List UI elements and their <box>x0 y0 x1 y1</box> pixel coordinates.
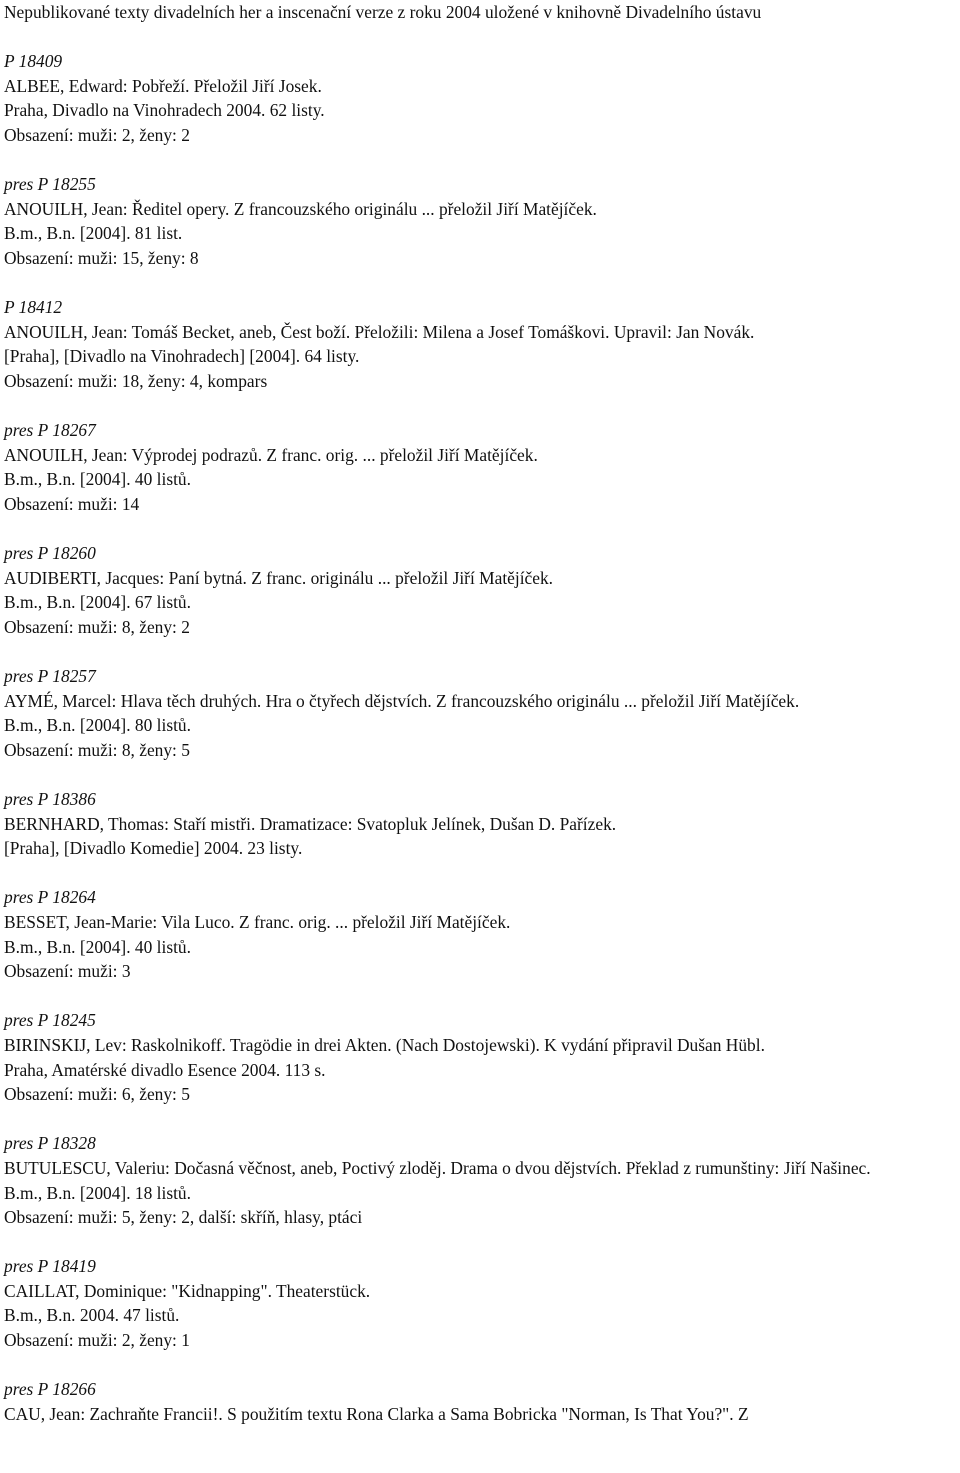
entry-cast: Obsazení: muži: 14 <box>4 493 140 514</box>
shelf-signature: pres P 18260 <box>4 543 96 564</box>
catalog-entry <box>4 418 956 516</box>
entry-cast: Obsazení: muži: 15, ženy: 8 <box>4 247 199 268</box>
entry-title: CAU, Jean: Zachraňte Francii!. S použitím textu Rona Clarka a Sama Bobricka "Norman, Is That You?". Z <box>4 1403 749 1424</box>
entry-spacer <box>4 1353 956 1378</box>
entry-spacer <box>4 1107 956 1132</box>
entry-spacer <box>4 1230 956 1255</box>
entry-title: CAILLAT, Dominique: "Kidnapping". Theaterstück. <box>4 1280 371 1301</box>
entry-imprint: B.m., B.n. [2004]. 18 listů. <box>4 1182 191 1203</box>
entry-cast: Obsazení: muži: 8, ženy: 5 <box>4 739 190 760</box>
entry-cast: Obsazení: muži: 8, ženy: 2 <box>4 616 190 637</box>
document-page <box>4 0 956 1426</box>
entry-spacer <box>4 516 956 541</box>
catalog-entry <box>4 1008 956 1106</box>
entry-imprint: Praha, Divadlo na Vinohradech 2004. 62 listy. <box>4 100 325 121</box>
entry-title: AYMÉ, Marcel: Hlava těch druhých. Hra o čtyřech dějstvích. Z francouzského originálu ... přeložil Jiří Matějíček. <box>4 690 800 711</box>
shelf-signature: pres P 18266 <box>4 1379 96 1400</box>
entry-cast: Obsazení: muži: 18, ženy: 4, kompars <box>4 370 268 391</box>
entry-title: AUDIBERTI, Jacques: Paní bytná. Z franc. originálu ... přeložil Jiří Matějíček. <box>4 567 554 588</box>
shelf-signature: pres P 18419 <box>4 1256 96 1277</box>
catalog-entry <box>4 664 956 762</box>
entry-imprint: B.m., B.n. 2004. 47 listů. <box>4 1305 180 1326</box>
entry-spacer <box>4 148 956 173</box>
shelf-signature: pres P 18255 <box>4 174 96 195</box>
catalog-entry <box>4 787 956 861</box>
entry-spacer <box>4 984 956 1009</box>
catalog-entry <box>4 541 956 639</box>
entry-title: BUTULESCU, Valeriu: Dočasná věčnost, aneb, Poctivý zloděj. Drama o dvou dějstvích. Překlad z rumunštiny: Jiří Našinec. <box>4 1157 871 1178</box>
entry-title: ALBEE, Edward: Pobřeží. Přeložil Jiří Josek. <box>4 75 322 96</box>
entry-imprint: Praha, Amatérské divadlo Esence 2004. 113 s. <box>4 1059 326 1080</box>
entry-title: BESSET, Jean-Marie: Vila Luco. Z franc. orig. ... přeložil Jiří Matějíček. <box>4 911 511 932</box>
shelf-signature: P 18412 <box>4 297 63 318</box>
catalog-entry <box>4 172 956 270</box>
page-heading: Nepublikované texty divadelních her a inscenační verze z roku 2004 uložené v knihovně Divadelního ústavu <box>4 2 762 22</box>
catalog-entry <box>4 1254 956 1352</box>
entry-title: ANOUILH, Jean: Tomáš Becket, aneb, Čest boží. Přeložili: Milena a Josef Tomáškovi. Upravil: Jan Novák. <box>4 321 755 342</box>
shelf-signature: pres P 18257 <box>4 666 96 687</box>
catalog-entry <box>4 1131 956 1229</box>
catalog-entry <box>4 295 956 393</box>
shelf-signature: pres P 18386 <box>4 789 96 809</box>
entry-spacer <box>4 861 956 886</box>
entry-list <box>4 25 956 1427</box>
entry-title: BERNHARD, Thomas: Staří mistři. Dramatizace: Svatopluk Jelínek, Dušan D. Pařízek. <box>4 813 617 834</box>
entry-title: ANOUILH, Jean: Výprodej podrazů. Z franc. orig. ... přeložil Jiří Matějíček. <box>4 444 538 465</box>
entry-imprint: [Praha], [Divadlo na Vinohradech] [2004]. 64 listy. <box>4 346 360 367</box>
entry-imprint: B.m., B.n. [2004]. 81 list. <box>4 223 183 244</box>
entry-spacer <box>4 639 956 664</box>
entry-imprint: B.m., B.n. [2004]. 40 listů. <box>4 469 191 490</box>
entry-imprint: [Praha], [Divadlo Komedie] 2004. 23 listy. <box>4 838 303 859</box>
entry-imprint: B.m., B.n. [2004]. 40 listů. <box>4 936 191 957</box>
entry-spacer <box>4 394 956 419</box>
shelf-signature: pres P 18267 <box>4 420 96 441</box>
catalog-entry <box>4 885 956 983</box>
shelf-signature: pres P 18245 <box>4 1010 96 1031</box>
shelf-signature: pres P 18328 <box>4 1133 96 1154</box>
catalog-entry <box>4 49 956 147</box>
shelf-signature: P 18409 <box>4 51 63 72</box>
entry-spacer <box>4 271 956 296</box>
entry-title: BIRINSKIJ, Lev: Raskolnikoff. Tragödie in drei Akten. (Nach Dostojewski). K vydání připravil Dušan Hübl. <box>4 1034 765 1055</box>
entry-title: ANOUILH, Jean: Ředitel opery. Z francouzského originálu ... přeložil Jiří Matějíček. <box>4 198 597 219</box>
catalog-entry <box>4 1377 956 1426</box>
entry-cast: Obsazení: muži: 2, ženy: 2 <box>4 124 190 145</box>
entry-spacer <box>4 25 956 50</box>
entry-imprint: B.m., B.n. [2004]. 80 listů. <box>4 715 191 736</box>
entry-cast: Obsazení: muži: 3 <box>4 961 131 982</box>
entry-cast: Obsazení: muži: 6, ženy: 5 <box>4 1084 190 1105</box>
entry-cast: Obsazení: muži: 5, ženy: 2, další: skříň, hlasy, ptáci <box>4 1207 363 1228</box>
entry-spacer <box>4 762 956 787</box>
shelf-signature: pres P 18264 <box>4 887 96 908</box>
entry-imprint: B.m., B.n. [2004]. 67 listů. <box>4 592 191 613</box>
entry-cast: Obsazení: muži: 2, ženy: 1 <box>4 1330 190 1351</box>
